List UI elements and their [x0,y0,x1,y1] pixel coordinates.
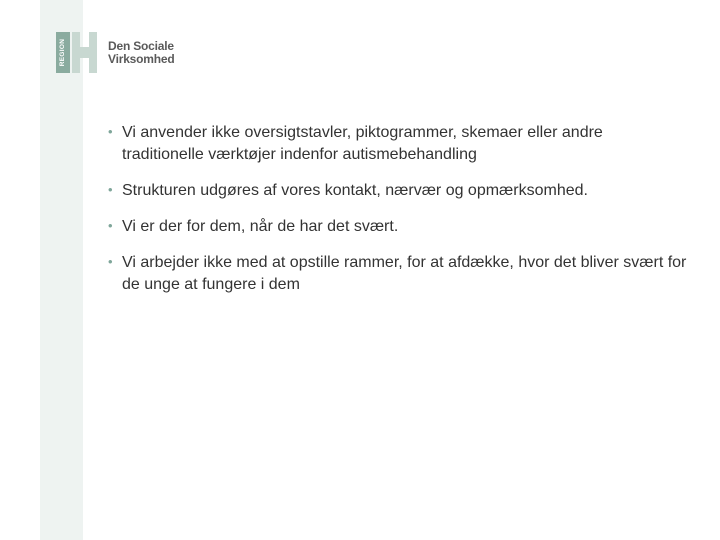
bullet-text: Strukturen udgøres af vores kontakt, nærvær og opmærksomhed. [122,182,588,199]
region-h-logo [56,32,196,74]
bullet-item [108,252,688,296]
bullet-text: Vi er der for dem, når de har det svært. [122,218,399,235]
bullet-dot-icon: • [108,182,113,197]
side-stripe [40,0,83,540]
bullet-item [108,180,688,202]
bullet-dot-icon: • [108,124,113,139]
logo-line-1: Den Sociale [108,39,174,53]
bullet-dot-icon: • [108,254,113,269]
bullet-item [108,122,688,166]
bullet-text: Vi arbejder ikke med at opstille rammer, for at afdække, hvor det bliver svært for de unge at fungere i dem [122,254,687,293]
bullet-list [108,122,688,296]
logo-region-label: REGION [59,38,67,67]
logo-line-2: Virksomhed [108,52,175,66]
bullet-item [108,216,688,238]
logo-wordmark [108,40,174,66]
bullet-text: Vi anvender ikke oversigtstavler, piktogrammer, skemaer eller andre traditionelle værktøjer indenfor autismebehandling [122,124,603,163]
bullet-dot-icon: • [108,218,113,233]
